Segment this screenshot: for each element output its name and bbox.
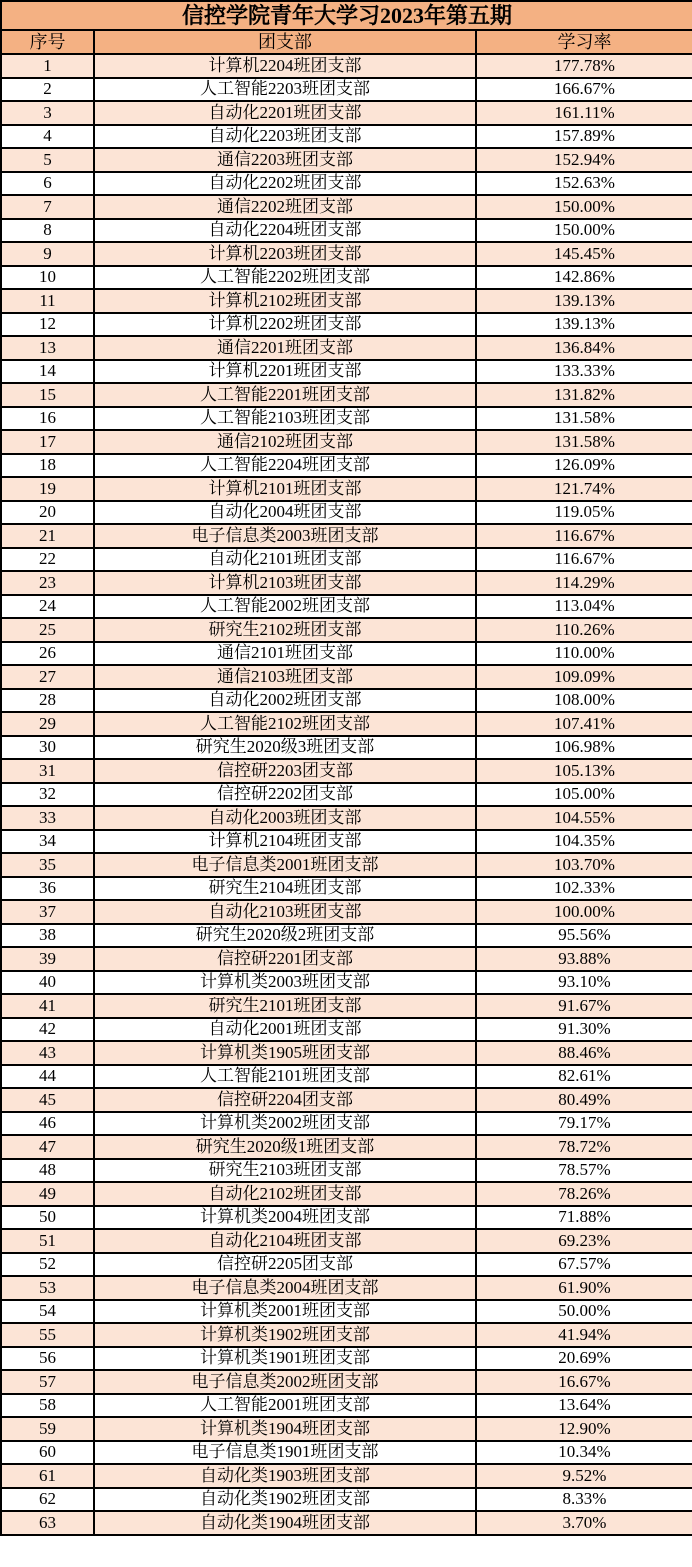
branch-name-cell: 通信2102班团支部 <box>94 430 476 454</box>
row-index-cell: 49 <box>1 1182 94 1206</box>
table-row <box>1 125 692 149</box>
branch-name-cell: 研究生2102班团支部 <box>94 618 476 642</box>
row-index-cell: 18 <box>1 454 94 478</box>
table-row <box>1 336 692 360</box>
branch-name-cell: 电子信息类1901班团支部 <box>94 1441 476 1465</box>
row-index-cell: 36 <box>1 877 94 901</box>
table-row <box>1 219 692 243</box>
rate-cell: 177.78% <box>476 54 692 78</box>
row-index-cell: 3 <box>1 101 94 125</box>
row-index-cell: 34 <box>1 830 94 854</box>
branch-name-cell: 自动化类1904班团支部 <box>94 1511 476 1535</box>
table-row <box>1 172 692 196</box>
row-index-cell: 41 <box>1 994 94 1018</box>
table-row <box>1 360 692 384</box>
table-row <box>1 1041 692 1065</box>
rate-cell: 131.58% <box>476 407 692 431</box>
table-row <box>1 1182 692 1206</box>
row-index-cell: 28 <box>1 689 94 713</box>
table-row <box>1 1253 692 1277</box>
row-index-cell: 55 <box>1 1323 94 1347</box>
rate-cell: 157.89% <box>476 125 692 149</box>
rate-cell: 79.17% <box>476 1112 692 1136</box>
row-index-cell: 17 <box>1 430 94 454</box>
rate-cell: 102.33% <box>476 877 692 901</box>
branch-name-cell: 自动化2001班团支部 <box>94 1018 476 1042</box>
row-index-cell: 9 <box>1 242 94 266</box>
branch-name-cell: 计算机2101班团支部 <box>94 477 476 501</box>
branch-name-cell: 电子信息类2003班团支部 <box>94 524 476 548</box>
branch-name-cell: 人工智能2102班团支部 <box>94 712 476 736</box>
rate-cell: 142.86% <box>476 266 692 290</box>
branch-name-cell: 研究生2020级2班团支部 <box>94 924 476 948</box>
row-index-cell: 2 <box>1 78 94 102</box>
table-row <box>1 54 692 78</box>
rate-cell: 105.13% <box>476 759 692 783</box>
page-title: 信控学院青年大学习2023年第五期 <box>1 1 692 30</box>
branch-name-cell: 自动化2004班团支部 <box>94 501 476 525</box>
branch-name-cell: 计算机类1902班团支部 <box>94 1323 476 1347</box>
branch-name-cell: 人工智能2202班团支部 <box>94 266 476 290</box>
branch-name-cell: 信控研2202团支部 <box>94 783 476 807</box>
table-row <box>1 806 692 830</box>
rate-cell: 106.98% <box>476 736 692 760</box>
branch-name-cell: 计算机2203班团支部 <box>94 242 476 266</box>
row-index-cell: 43 <box>1 1041 94 1065</box>
table-row <box>1 242 692 266</box>
row-index-cell: 39 <box>1 947 94 971</box>
rate-cell: 131.58% <box>476 430 692 454</box>
branch-name-cell: 自动化2103班团支部 <box>94 900 476 924</box>
branch-name-cell: 电子信息类2004班团支部 <box>94 1276 476 1300</box>
branch-name-cell: 计算机类1904班团支部 <box>94 1417 476 1441</box>
table-row <box>1 1488 692 1512</box>
branch-name-cell: 自动化2104班团支部 <box>94 1229 476 1253</box>
table-row <box>1 1417 692 1441</box>
table-row <box>1 1018 692 1042</box>
row-index-cell: 21 <box>1 524 94 548</box>
rate-cell: 91.30% <box>476 1018 692 1042</box>
table-row <box>1 994 692 1018</box>
branch-name-cell: 研究生2101班团支部 <box>94 994 476 1018</box>
rate-cell: 121.74% <box>476 477 692 501</box>
table-row <box>1 548 692 572</box>
branch-name-cell: 通信2203班团支部 <box>94 148 476 172</box>
branch-name-cell: 计算机类1905班团支部 <box>94 1041 476 1065</box>
rate-cell: 16.67% <box>476 1370 692 1394</box>
table-row <box>1 1441 692 1465</box>
table-row <box>1 1065 692 1089</box>
branch-name-cell: 信控研2201团支部 <box>94 947 476 971</box>
rate-cell: 71.88% <box>476 1206 692 1230</box>
branch-name-cell: 自动化2203班团支部 <box>94 125 476 149</box>
rate-cell: 150.00% <box>476 219 692 243</box>
rate-cell: 107.41% <box>476 712 692 736</box>
rate-cell: 13.64% <box>476 1394 692 1418</box>
branch-name-cell: 计算机2201班团支部 <box>94 360 476 384</box>
rate-cell: 116.67% <box>476 548 692 572</box>
rate-cell: 133.33% <box>476 360 692 384</box>
table-row <box>1 1088 692 1112</box>
table-row <box>1 618 692 642</box>
table-row <box>1 477 692 501</box>
rate-cell: 119.05% <box>476 501 692 525</box>
branch-name-cell: 自动化2202班团支部 <box>94 172 476 196</box>
table-row <box>1 1300 692 1324</box>
branch-name-cell: 人工智能2204班团支部 <box>94 454 476 478</box>
branch-name-cell: 通信2101班团支部 <box>94 642 476 666</box>
rate-cell: 78.72% <box>476 1135 692 1159</box>
row-index-cell: 4 <box>1 125 94 149</box>
branch-name-cell: 自动化2102班团支部 <box>94 1182 476 1206</box>
rate-cell: 95.56% <box>476 924 692 948</box>
table-row <box>1 924 692 948</box>
rate-cell: 100.00% <box>476 900 692 924</box>
row-index-cell: 16 <box>1 407 94 431</box>
row-index-cell: 29 <box>1 712 94 736</box>
row-index-cell: 10 <box>1 266 94 290</box>
rate-cell: 12.90% <box>476 1417 692 1441</box>
row-index-cell: 33 <box>1 806 94 830</box>
row-index-cell: 14 <box>1 360 94 384</box>
table-row <box>1 501 692 525</box>
table-row <box>1 947 692 971</box>
rate-cell: 93.88% <box>476 947 692 971</box>
row-index-cell: 11 <box>1 289 94 313</box>
row-index-cell: 40 <box>1 971 94 995</box>
row-index-cell: 7 <box>1 195 94 219</box>
row-index-cell: 35 <box>1 853 94 877</box>
rate-cell: 88.46% <box>476 1041 692 1065</box>
row-index-cell: 31 <box>1 759 94 783</box>
row-index-cell: 60 <box>1 1441 94 1465</box>
row-index-cell: 63 <box>1 1511 94 1535</box>
column-header-rate: 学习率 <box>476 30 692 54</box>
rate-cell: 9.52% <box>476 1464 692 1488</box>
row-index-cell: 22 <box>1 548 94 572</box>
branch-name-cell: 研究生2020级1班团支部 <box>94 1135 476 1159</box>
branch-name-cell: 计算机类1901班团支部 <box>94 1347 476 1371</box>
table-row <box>1 971 692 995</box>
branch-name-cell: 人工智能2002班团支部 <box>94 595 476 619</box>
table-row <box>1 78 692 102</box>
table-row <box>1 266 692 290</box>
table-row <box>1 712 692 736</box>
rate-cell: 136.84% <box>476 336 692 360</box>
table-row <box>1 383 692 407</box>
rate-cell: 3.70% <box>476 1511 692 1535</box>
row-index-cell: 20 <box>1 501 94 525</box>
table-row <box>1 900 692 924</box>
table-row <box>1 195 692 219</box>
branch-name-cell: 通信2201班团支部 <box>94 336 476 360</box>
rate-cell: 139.13% <box>476 289 692 313</box>
row-index-cell: 30 <box>1 736 94 760</box>
branch-name-cell: 研究生2103班团支部 <box>94 1159 476 1183</box>
row-index-cell: 54 <box>1 1300 94 1324</box>
row-index-cell: 8 <box>1 219 94 243</box>
row-index-cell: 47 <box>1 1135 94 1159</box>
row-index-cell: 44 <box>1 1065 94 1089</box>
row-index-cell: 42 <box>1 1018 94 1042</box>
table-row <box>1 1347 692 1371</box>
row-index-cell: 50 <box>1 1206 94 1230</box>
rate-cell: 145.45% <box>476 242 692 266</box>
table-row <box>1 689 692 713</box>
row-index-cell: 6 <box>1 172 94 196</box>
table-row <box>1 571 692 595</box>
rate-cell: 113.04% <box>476 595 692 619</box>
row-index-cell: 1 <box>1 54 94 78</box>
branch-name-cell: 计算机2103班团支部 <box>94 571 476 595</box>
rate-cell: 91.67% <box>476 994 692 1018</box>
branch-name-cell: 信控研2204团支部 <box>94 1088 476 1112</box>
rate-cell: 10.34% <box>476 1441 692 1465</box>
branch-name-cell: 研究生2104班团支部 <box>94 877 476 901</box>
table-row <box>1 642 692 666</box>
column-header-branch: 团支部 <box>94 30 476 54</box>
row-index-cell: 25 <box>1 618 94 642</box>
row-index-cell: 26 <box>1 642 94 666</box>
row-index-cell: 59 <box>1 1417 94 1441</box>
table-row <box>1 1323 692 1347</box>
table-row <box>1 289 692 313</box>
branch-name-cell: 计算机2102班团支部 <box>94 289 476 313</box>
table-row <box>1 430 692 454</box>
rate-cell: 152.94% <box>476 148 692 172</box>
row-index-cell: 45 <box>1 1088 94 1112</box>
row-index-cell: 13 <box>1 336 94 360</box>
row-index-cell: 56 <box>1 1347 94 1371</box>
row-index-cell: 62 <box>1 1488 94 1512</box>
row-index-cell: 57 <box>1 1370 94 1394</box>
row-index-cell: 32 <box>1 783 94 807</box>
table-row <box>1 877 692 901</box>
row-index-cell: 38 <box>1 924 94 948</box>
table-body <box>1 54 692 1535</box>
row-index-cell: 12 <box>1 313 94 337</box>
branch-name-cell: 计算机类2002班团支部 <box>94 1112 476 1136</box>
rate-cell: 139.13% <box>476 313 692 337</box>
rate-cell: 103.70% <box>476 853 692 877</box>
row-index-cell: 24 <box>1 595 94 619</box>
table-row <box>1 1112 692 1136</box>
branch-name-cell: 人工智能2101班团支部 <box>94 1065 476 1089</box>
branch-name-cell: 计算机类2004班团支部 <box>94 1206 476 1230</box>
table-row <box>1 853 692 877</box>
row-index-cell: 52 <box>1 1253 94 1277</box>
rate-cell: 150.00% <box>476 195 692 219</box>
table-row <box>1 1464 692 1488</box>
branch-name-cell: 人工智能2201班团支部 <box>94 383 476 407</box>
rate-cell: 110.26% <box>476 618 692 642</box>
branch-name-cell: 计算机2202班团支部 <box>94 313 476 337</box>
branch-name-cell: 计算机2104班团支部 <box>94 830 476 854</box>
row-index-cell: 48 <box>1 1159 94 1183</box>
rate-cell: 116.67% <box>476 524 692 548</box>
table-row <box>1 783 692 807</box>
branch-name-cell: 自动化2204班团支部 <box>94 219 476 243</box>
rate-cell: 78.26% <box>476 1182 692 1206</box>
rate-cell: 78.57% <box>476 1159 692 1183</box>
table-row <box>1 313 692 337</box>
table-row <box>1 148 692 172</box>
branch-name-cell: 自动化2003班团支部 <box>94 806 476 830</box>
branch-name-cell: 计算机类2001班团支部 <box>94 1300 476 1324</box>
row-index-cell: 15 <box>1 383 94 407</box>
branch-name-cell: 信控研2203团支部 <box>94 759 476 783</box>
rate-cell: 80.49% <box>476 1088 692 1112</box>
branch-name-cell: 通信2202班团支部 <box>94 195 476 219</box>
rate-cell: 105.00% <box>476 783 692 807</box>
branch-name-cell: 自动化2101班团支部 <box>94 548 476 572</box>
rate-cell: 110.00% <box>476 642 692 666</box>
header-row <box>1 30 692 54</box>
branch-name-cell: 信控研2205团支部 <box>94 1253 476 1277</box>
row-index-cell: 27 <box>1 665 94 689</box>
branch-name-cell: 自动化2201班团支部 <box>94 101 476 125</box>
branch-name-cell: 自动化类1902班团支部 <box>94 1488 476 1512</box>
branch-name-cell: 自动化2002班团支部 <box>94 689 476 713</box>
branch-name-cell: 人工智能2103班团支部 <box>94 407 476 431</box>
rate-cell: 69.23% <box>476 1229 692 1253</box>
table-row <box>1 1394 692 1418</box>
table-row <box>1 830 692 854</box>
row-index-cell: 51 <box>1 1229 94 1253</box>
row-index-cell: 46 <box>1 1112 94 1136</box>
branch-name-cell: 自动化类1903班团支部 <box>94 1464 476 1488</box>
column-header-index: 序号 <box>1 30 94 54</box>
branch-name-cell: 人工智能2001班团支部 <box>94 1394 476 1418</box>
row-index-cell: 19 <box>1 477 94 501</box>
row-index-cell: 61 <box>1 1464 94 1488</box>
rate-cell: 67.57% <box>476 1253 692 1277</box>
rate-cell: 20.69% <box>476 1347 692 1371</box>
branch-name-cell: 研究生2020级3班团支部 <box>94 736 476 760</box>
branch-name-cell: 计算机2204班团支部 <box>94 54 476 78</box>
table-row <box>1 736 692 760</box>
rate-cell: 109.09% <box>476 665 692 689</box>
table-row <box>1 1370 692 1394</box>
branch-name-cell: 电子信息类2002班团支部 <box>94 1370 476 1394</box>
table-row <box>1 1511 692 1535</box>
row-index-cell: 5 <box>1 148 94 172</box>
table-row <box>1 524 692 548</box>
rate-cell: 161.11% <box>476 101 692 125</box>
row-index-cell: 23 <box>1 571 94 595</box>
title-row <box>1 1 692 30</box>
table-row <box>1 1276 692 1300</box>
row-index-cell: 53 <box>1 1276 94 1300</box>
table-row <box>1 595 692 619</box>
rate-cell: 166.67% <box>476 78 692 102</box>
table-row <box>1 101 692 125</box>
rate-cell: 126.09% <box>476 454 692 478</box>
rate-cell: 131.82% <box>476 383 692 407</box>
table-row <box>1 1229 692 1253</box>
rate-cell: 114.29% <box>476 571 692 595</box>
table-row <box>1 407 692 431</box>
rate-cell: 50.00% <box>476 1300 692 1324</box>
row-index-cell: 37 <box>1 900 94 924</box>
rate-cell: 104.55% <box>476 806 692 830</box>
rate-cell: 8.33% <box>476 1488 692 1512</box>
branch-name-cell: 人工智能2203班团支部 <box>94 78 476 102</box>
branch-name-cell: 通信2103班团支部 <box>94 665 476 689</box>
table-row <box>1 1159 692 1183</box>
rate-cell: 152.63% <box>476 172 692 196</box>
rate-cell: 108.00% <box>476 689 692 713</box>
branch-name-cell: 电子信息类2001班团支部 <box>94 853 476 877</box>
table-row <box>1 1206 692 1230</box>
row-index-cell: 58 <box>1 1394 94 1418</box>
rate-cell: 41.94% <box>476 1323 692 1347</box>
branch-name-cell: 计算机类2003班团支部 <box>94 971 476 995</box>
table-row <box>1 454 692 478</box>
rate-cell: 104.35% <box>476 830 692 854</box>
rate-cell: 61.90% <box>476 1276 692 1300</box>
rate-cell: 82.61% <box>476 1065 692 1089</box>
rate-cell: 93.10% <box>476 971 692 995</box>
table-row <box>1 759 692 783</box>
table-row <box>1 1135 692 1159</box>
table-row <box>1 665 692 689</box>
